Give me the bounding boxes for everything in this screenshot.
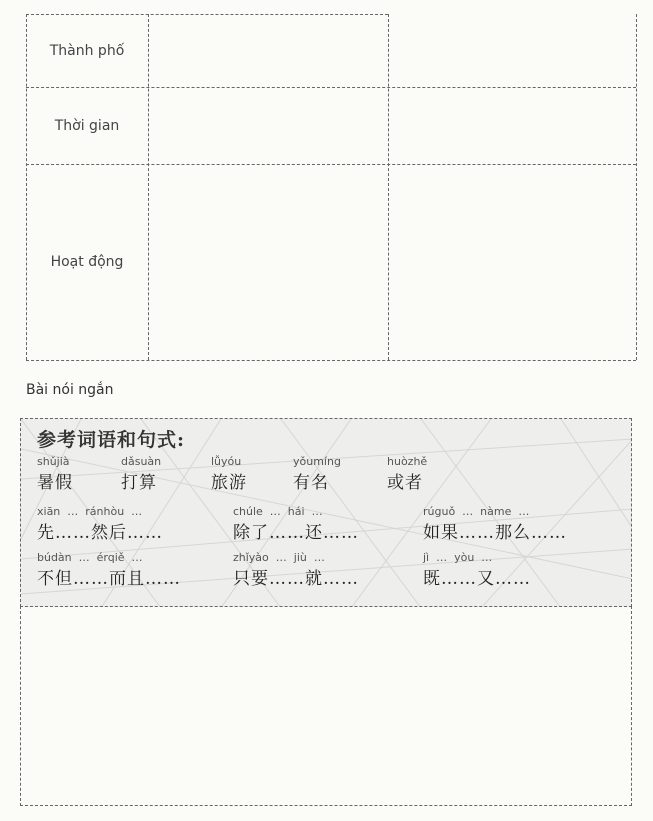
hanzi: 打算 [121,473,157,493]
section-title: Bài nói ngắn [26,382,114,398]
reference-title: 参考词语和句式: [37,429,186,451]
table-border-right [636,14,637,360]
hanzi: 不但……而且…… [37,569,181,589]
pinyin: yǒumíng [293,455,341,468]
pattern-item [423,505,567,543]
pattern-item [233,505,359,543]
table-cell[interactable] [149,88,387,163]
row-label-activity: Hoạt động [50,254,124,270]
word-item [211,455,247,493]
pattern-item [37,551,181,589]
table-cell[interactable] [389,165,635,359]
table-cell[interactable] [389,15,635,86]
table-cell[interactable] [389,88,635,163]
hanzi: 先……然后…… [37,523,163,543]
reference-box [20,418,632,607]
pinyin: xiān … ránhòu … [37,505,143,518]
pattern-item [37,505,163,543]
pinyin: dǎsuàn [121,455,162,468]
hanzi: 除了……还…… [233,523,359,543]
table-cell[interactable] [149,15,387,86]
pinyin: huòzhě [387,455,428,468]
pinyin: búdàn … érqiě … [37,551,143,564]
hanzi: 如果……那么…… [423,523,567,543]
pinyin: jì … yòu … [423,551,493,564]
planning-table [26,14,636,360]
pinyin: zhǐyào … jiù … [233,551,325,564]
pinyin: lǚyóu [211,455,242,468]
row-label-city: Thành phố [49,42,125,59]
pinyin: shǔjià [37,455,70,468]
hanzi: 有名 [293,473,329,493]
word-item [121,455,161,493]
pattern-item [423,551,531,589]
hanzi: 既……又…… [423,569,531,589]
hanzi: 暑假 [37,473,73,493]
pinyin: rúguǒ … nàme … [423,505,530,518]
row-label-time: Thời gian [54,117,120,134]
word-item [37,455,73,493]
writing-area[interactable] [20,606,632,806]
word-item [387,455,427,493]
hanzi: 或者 [387,473,423,493]
hanzi: 旅游 [211,473,247,493]
table-cell[interactable] [149,165,387,359]
table-border-bottom [26,360,636,361]
word-item [293,455,341,493]
hanzi: 只要……就…… [233,569,359,589]
pinyin: chúle … hái … [233,505,323,518]
pattern-item [233,551,359,589]
